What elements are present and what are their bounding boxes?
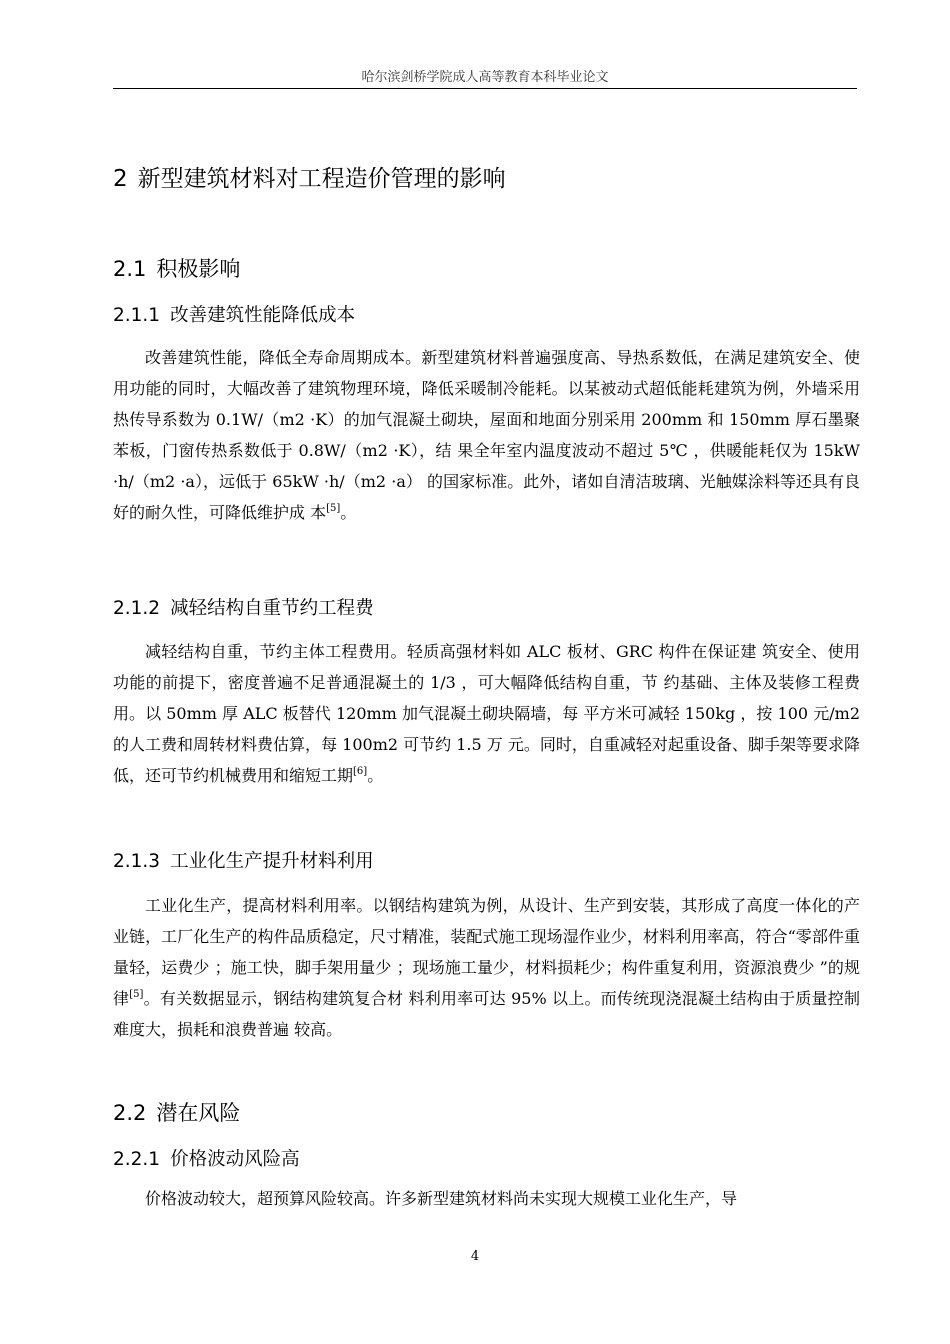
subsection-heading-2-2-1 [113,1145,300,1171]
paragraph-text: 改善建筑性能，降低全寿命周期成本。新型建筑材料普遍强度高、导热系数低，在满足建筑安全、使用功能的同时，大幅改善了建筑物理环境，降低采暖制冷能耗。以某被动式超低能耗建筑为例，外墙采用热传导系数为 0.1W/（m2 ·K）的加气混凝土砌块，屋面和地面分别采用 200mm 和 150mm 厚石墨聚苯板，门窗传热系数低于 0.8W/（m2 ·K），结 果全年室内温度波动不超过 5℃ ，供暖能耗仅为 15kW ·h/（m2 ·a），远低于 65kW ·h/（m2 ·a） 的国家标准。此外，诸如自清洁玻璃、光触媒涂料等还具有良好的耐久性，可降低维护成 本 [113,348,860,522]
paragraph-tail: 。 [340,503,357,522]
subsection-heading-2-1-3 [113,847,374,873]
section-number: 2.1 [113,257,147,281]
subsection-title: 价格波动风险高 [170,1149,300,1170]
paragraph-text: 工业化生产，提高材料利用率。以钢结构建筑为例，从设计、生产到安装，其形成了高度一体化的产业链，工厂化生产的构件品质稳定，尺寸精准，装配式施工现场湿作业少，材料利用率高，符合“零部件重量轻，运费少 ；施工快，脚手架用量少 ；现场施工量少，材料损耗少；构件重复利用，资源浪费少 ”的规律 [113,896,860,1008]
paragraph-text: 减轻结构自重，节约主体工程费用。轻质高强材料如 ALC 板材、GRC 构件在保证建 筑安全、使用功能的前提下，密度普遍不足普通混凝土的 1/3 ，可大幅降低结构自重，节 约基础、主体及装修工程费用。以 50mm 厚 ALC 板替代 120mm 加气混凝土砌块隔墙，每 平方米可减轻 150kg ，按 100 元/m2 的人工费和周转材料费估算，每 100m2 可节约 1.5 万 元。同时，自重减轻对起重设备、脚手架等要求降低，还可节约机械费用和缩短工期 [113,642,860,785]
subsection-title: 改善建筑性能降低成本 [170,305,356,326]
subsection-number: 2.2.1 [113,1149,161,1170]
subsection-number: 2.1.2 [113,598,161,619]
paragraph-2-1-1 [113,342,860,528]
section-heading-2-2 [113,1097,240,1127]
paragraph-tail: 。有关数据显示，钢结构建筑复合材 料利用率可达 95% 以上。而传统现浇混凝土结构由于质量控制难度大，损耗和浪费普遍 较高。 [113,989,860,1039]
subsection-title: 减轻结构自重节约工程费 [170,598,374,619]
paragraph-2-1-3 [113,890,860,1045]
subsection-title: 工业化生产提升材料利用 [170,851,374,872]
paragraph-tail: 。 [367,766,384,785]
running-header: 哈尔滨剑桥学院成人高等教育本科毕业论文 [361,70,609,85]
chapter-title: 新型建筑材料对工程造价管理的影响 [137,166,506,192]
subsection-heading-2-1-2 [113,594,374,620]
section-heading-2-1 [113,253,240,283]
section-number: 2.2 [113,1101,147,1125]
subsection-number: 2.1.1 [113,305,161,326]
paragraph-2-1-2 [113,636,860,791]
section-title: 潜在风险 [156,1101,241,1125]
subsection-number: 2.1.3 [113,851,161,872]
section-title: 积极影响 [156,257,241,281]
chapter-heading [113,160,506,193]
page-number: 4 [470,1249,480,1264]
citation-ref: [6] [353,766,368,777]
paragraph-text: 价格波动较大，超预算风险较高。许多新型建筑材料尚未实现大规模工业化生产，导 [145,1189,738,1208]
header-rule [113,88,857,89]
chapter-number: 2 [113,166,128,192]
paragraph-2-2-1 [113,1183,860,1214]
citation-ref: [5] [326,503,341,514]
citation-ref: [5] [129,989,144,1000]
subsection-heading-2-1-1 [113,301,355,327]
